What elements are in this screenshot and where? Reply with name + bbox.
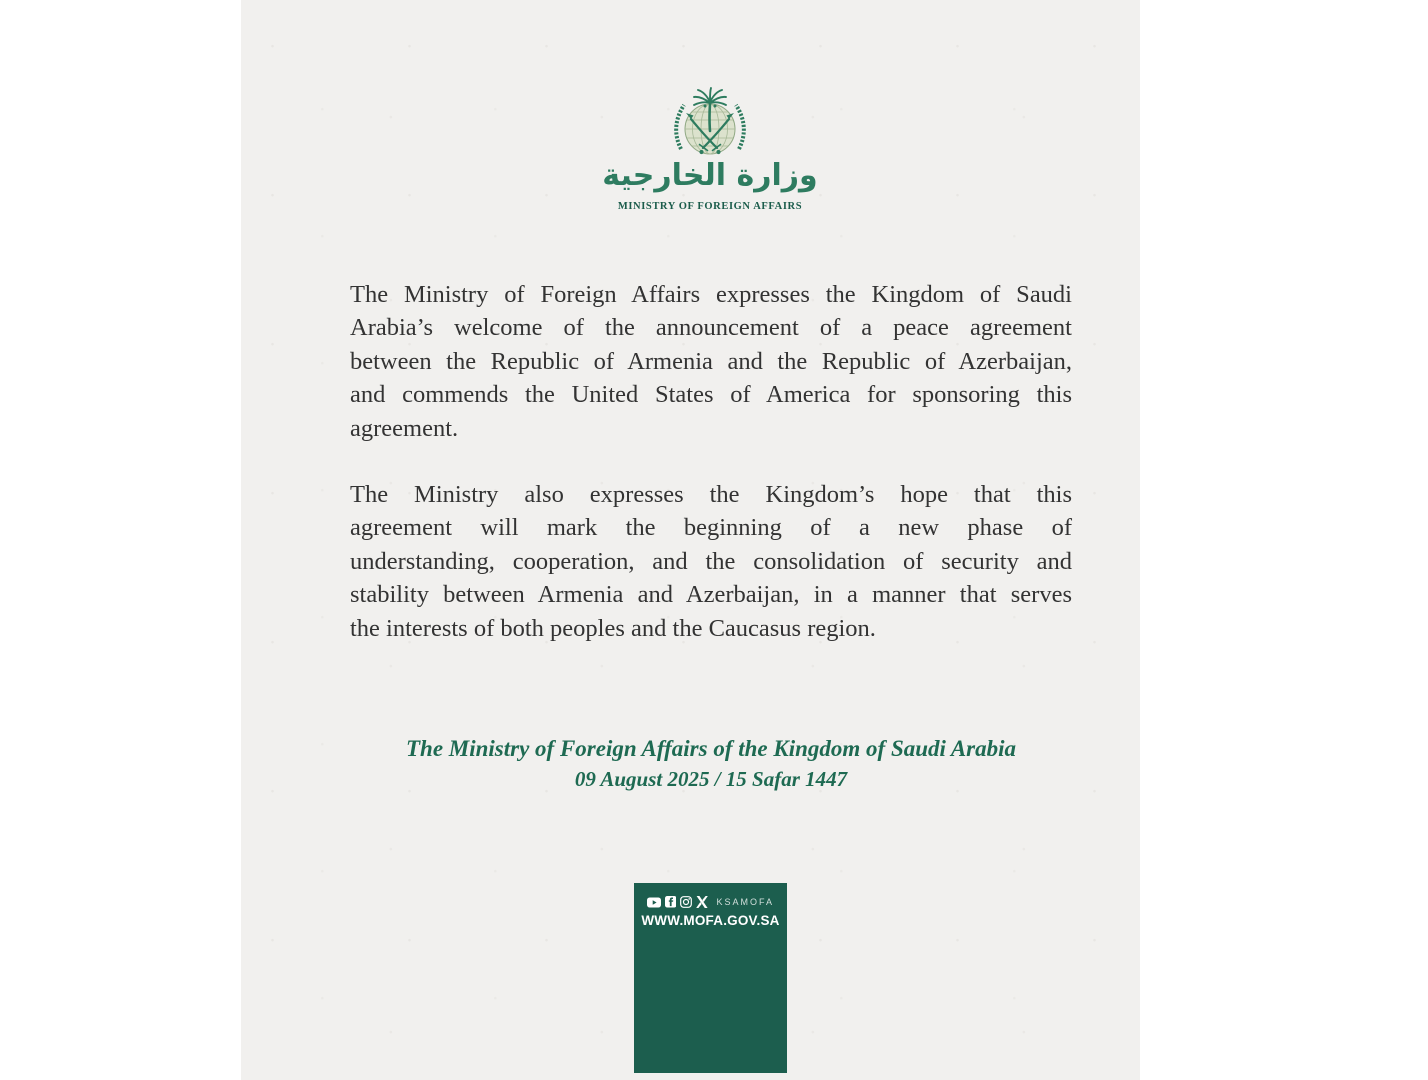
statement-line: Arabia’s welcome of the announcement of a peace agreement bbox=[350, 314, 1072, 342]
statement-paragraph-1 bbox=[350, 278, 1072, 445]
statement-line: agreement will mark the beginning of a new phase of bbox=[350, 514, 1072, 542]
statement-line: The Ministry of Foreign Affairs expresses the Kingdom of Saudi bbox=[350, 281, 1072, 308]
statement-line: and commends the United States of America for sponsoring this bbox=[350, 381, 1072, 409]
statement-line: agreement. bbox=[350, 414, 459, 442]
statement-line: The Ministry also expresses the Kingdom’s hope that this bbox=[350, 481, 1072, 508]
statement-line: the interests of both peoples and the Caucasus region. bbox=[350, 614, 876, 642]
ministry-caption: MINISTRY OF FOREIGN AFFAIRS bbox=[617, 201, 803, 212]
footer-social-block bbox=[634, 883, 787, 1073]
social-handle: KSAMOFA bbox=[716, 897, 774, 907]
website-url[interactable]: WWW.MOFA.GOV.SA bbox=[641, 913, 780, 928]
youtube-icon[interactable] bbox=[647, 897, 661, 908]
statement-line: stability between Armenia and Azerbaijan, in a manner that serves bbox=[350, 581, 1072, 609]
statement-line: between the Republic of Armenia and the Republic of Azerbaijan, bbox=[350, 347, 1072, 375]
signature-entity: The Ministry of Foreign Affairs of the Kingdom of Saudi Arabia bbox=[405, 736, 1017, 761]
saudi-national-emblem-icon bbox=[660, 84, 760, 160]
statement-line: understanding, cooperation, and the consolidation of security and bbox=[350, 547, 1072, 575]
x-icon[interactable] bbox=[696, 896, 708, 908]
facebook-icon[interactable] bbox=[665, 896, 677, 908]
social-icons-row bbox=[634, 895, 787, 909]
statement-paragraph-2 bbox=[350, 478, 1072, 645]
instagram-icon[interactable] bbox=[680, 896, 692, 908]
signature-date: 09 August 2025 / 15 Safar 1447 bbox=[574, 767, 848, 791]
arabic-ministry-title: وزارة الخارجية bbox=[602, 158, 818, 193]
paper bbox=[241, 0, 1140, 1080]
